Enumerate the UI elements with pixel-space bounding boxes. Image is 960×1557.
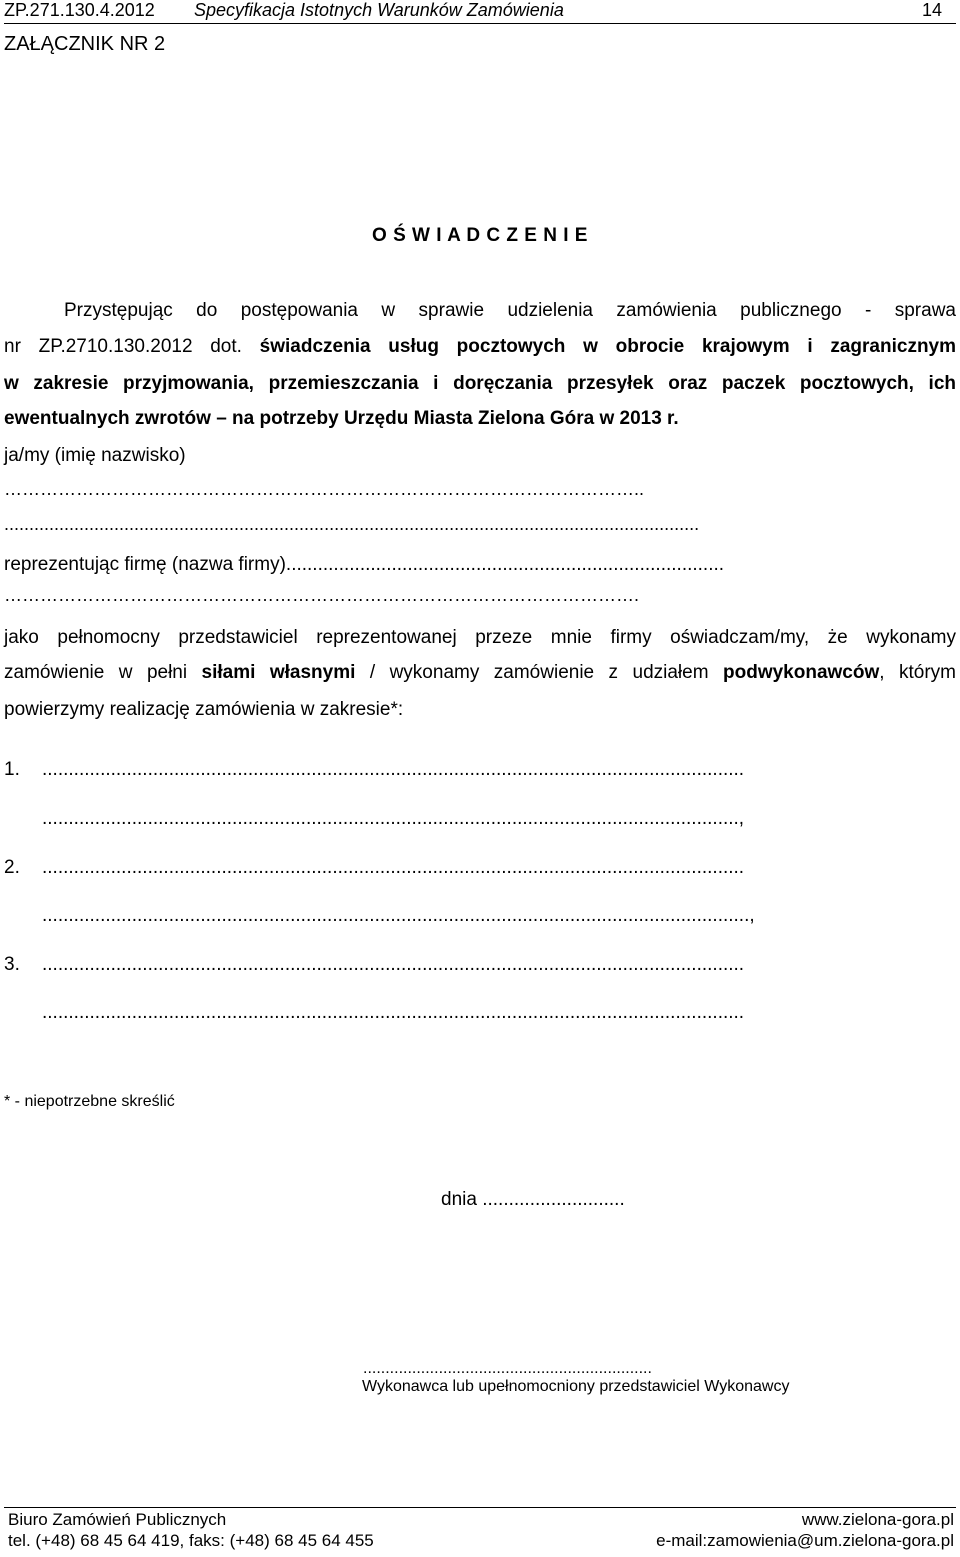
intro-line-2 xyxy=(4,328,956,365)
scope-item-3-number: 3. xyxy=(4,954,20,975)
signature-caption: Wykonawca lub upełnomocniony przedstawiciel Wykonawcy xyxy=(362,1378,790,1395)
subcontractors-option: podwykonawców xyxy=(723,662,880,683)
scope-item-1-number: 1. xyxy=(4,759,20,780)
declaration-line-3: powierzymy realizację zamówienia w zakresie*: xyxy=(4,699,404,720)
declaration-line-2: zamówienie w pełni siłami własnymi / wykonamy zamówienie z udziałem podwykonawców, którym xyxy=(4,662,956,683)
dots-line-name: …………………………………………………………………………………………….. xyxy=(4,479,645,499)
footer-website[interactable]: www.zielona-gora.pl xyxy=(801,1510,954,1529)
scope-item-1-dots: ..................................................................................................................................... xyxy=(42,759,745,780)
scope-item-3-dots: ..................................................................................................................................... xyxy=(42,954,745,975)
scope-item-2-number: 2. xyxy=(4,857,20,878)
intro-line-4: ewentualnych zwrotów – na potrzeby Urzędu Miasta Zielona Góra w 2013 r. xyxy=(4,408,679,429)
page-title: O Ś W I A D C Z E N I E xyxy=(372,225,588,246)
company-label: reprezentując firmę (nazwa firmy)................................................................................... xyxy=(4,554,725,575)
footer-phone: tel. (+48) 68 45 64 419, faks: (+48) 68 45 64 455 xyxy=(8,1531,374,1550)
dots-line-name-2: ........................................................................................................................................... xyxy=(4,514,700,534)
own-resources-option: siłami własnymi xyxy=(201,662,356,683)
spec-title: Specyfikacja Istotnych Warunków Zamówienia xyxy=(194,0,564,20)
intro-subject-1: świadczenia usług pocztowych w obrocie krajowym i zagranicznym xyxy=(259,336,957,357)
scope-item-2-dots-2: ......................................................................................................................................, xyxy=(42,905,755,926)
dots-line-company: ……………………………………………………………………………………………. xyxy=(4,585,640,605)
footnote: * - niepotrzebne skreślić xyxy=(4,1093,175,1110)
document-reference: ZP.271.130.4.2012 xyxy=(4,0,155,20)
date-field: dnia ........................... xyxy=(441,1189,625,1210)
page-header xyxy=(4,0,956,22)
page-number: 14 xyxy=(921,0,942,20)
footer-office: Biuro Zamówień Publicznych xyxy=(8,1510,227,1529)
footer-email[interactable]: e-mail:zamowienia@um.zielona-gora.pl xyxy=(656,1531,954,1550)
scope-item-2-dots: ..................................................................................................................................... xyxy=(42,857,745,878)
scope-item-3-dots-2: ..................................................................................................................................... xyxy=(42,1002,745,1023)
intro-case-number: nr ZP.2710.130.2012 dot. xyxy=(4,336,242,357)
scope-item-1-dots-2: ...................................................................................................................................., xyxy=(42,808,745,829)
header-divider xyxy=(4,23,956,24)
intro-line-1: Przystępując do postępowania w sprawie udzielenia zamówienia publicznego - sprawa xyxy=(64,300,956,321)
name-label: ja/my (imię nazwisko) xyxy=(4,445,186,466)
intro-line-3: w zakresie przyjmowania, przemieszczania i doręczania przesyłek oraz paczek pocztowych, ich xyxy=(4,373,956,394)
signature-line: ................................................................. xyxy=(363,1360,652,1377)
declaration-line-1: jako pełnomocny przedstawiciel reprezentowanej przeze mnie firmy oświadczam/my, że wykonamy xyxy=(4,627,956,648)
attachment-label: ZAŁĄCZNIK NR 2 xyxy=(4,33,166,55)
footer-divider xyxy=(4,1507,956,1508)
